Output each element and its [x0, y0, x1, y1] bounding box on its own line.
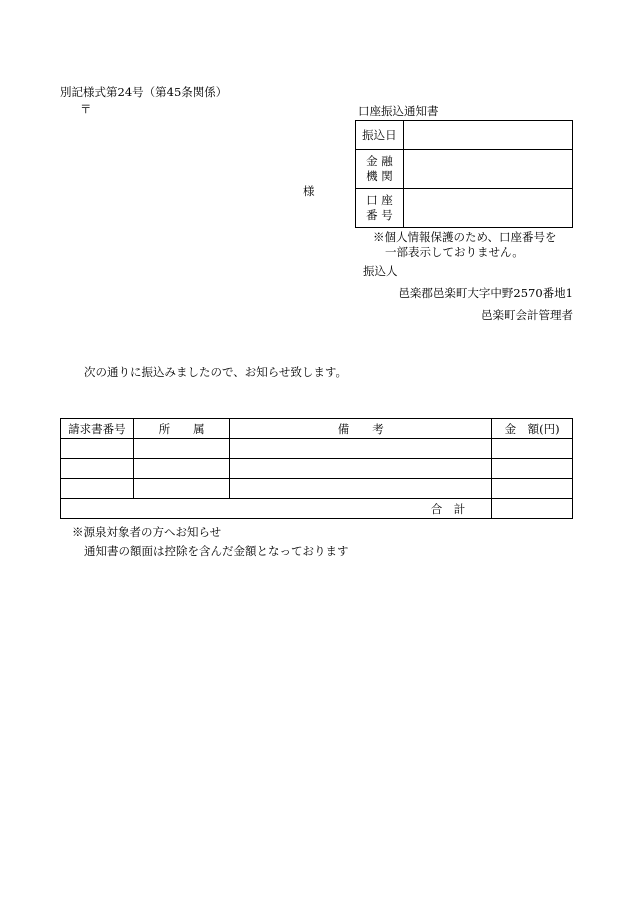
payment-detail-table: [60, 418, 573, 519]
column-header-remarks: 備 考: [230, 419, 492, 439]
payer-address: 邑楽郡邑楽町大字中野2570番地1: [398, 286, 573, 300]
tax-note-body: 通知書の額面は控除を含んだ金額となっております: [84, 544, 349, 558]
bank-value: [403, 150, 572, 189]
total-label: 合 計: [430, 501, 466, 516]
table-cell: [492, 459, 573, 479]
transfer-date-value: [403, 121, 572, 150]
account-number-label-line1: 口 座: [366, 193, 393, 207]
bank-label: [356, 150, 404, 189]
total-label-cell: [61, 499, 492, 519]
document-title: 口座振込通知書: [358, 104, 439, 118]
intro-text: 次の通りに振込みましたので、お知らせ致します。: [84, 365, 348, 379]
column-header-department: 所 属: [133, 419, 230, 439]
table-cell: [133, 459, 230, 479]
table-cell: [492, 439, 573, 459]
column-header-amount: 金 額(円): [492, 419, 573, 439]
table-row: [356, 121, 573, 150]
table-row: [356, 150, 573, 189]
account-number-label: [356, 189, 404, 228]
account-number-label-line2: 番 号: [366, 208, 393, 222]
form-number-label: 別記様式第24号（第45条関係）: [60, 85, 228, 99]
table-cell: [61, 439, 134, 459]
total-row: [61, 499, 573, 519]
privacy-note: [373, 230, 557, 260]
table-cell: [61, 459, 134, 479]
payer-name: 邑楽町会計管理者: [481, 308, 573, 322]
table-row: [356, 189, 573, 228]
total-value: [492, 499, 573, 519]
bank-label-line1: 金 融: [366, 154, 393, 168]
account-number-value: [403, 189, 572, 228]
privacy-note-line1: ※個人情報保護のため、口座番号を: [373, 230, 557, 244]
postal-mark: 〒: [80, 102, 92, 116]
table-cell: [61, 479, 134, 499]
privacy-note-line2: 一部表示しておりません。: [385, 245, 524, 259]
payer-label: 振込人: [363, 264, 398, 278]
transfer-date-label: 振込日: [356, 121, 404, 150]
table-row: [61, 479, 573, 499]
bank-label-line2: 機 関: [366, 169, 393, 183]
table-row: [61, 439, 573, 459]
table-cell: [492, 479, 573, 499]
table-cell: [230, 479, 492, 499]
table-cell: [230, 439, 492, 459]
tax-note-heading: ※源泉対象者の方へお知らせ: [72, 525, 222, 539]
table-cell: [133, 479, 230, 499]
table-header-row: [61, 419, 573, 439]
account-info-table: [355, 120, 573, 228]
table-cell: [230, 459, 492, 479]
table-row: [61, 459, 573, 479]
column-header-invoice-number: 請求書番号: [61, 419, 134, 439]
recipient-honorific: 様: [303, 184, 315, 198]
table-cell: [133, 439, 230, 459]
